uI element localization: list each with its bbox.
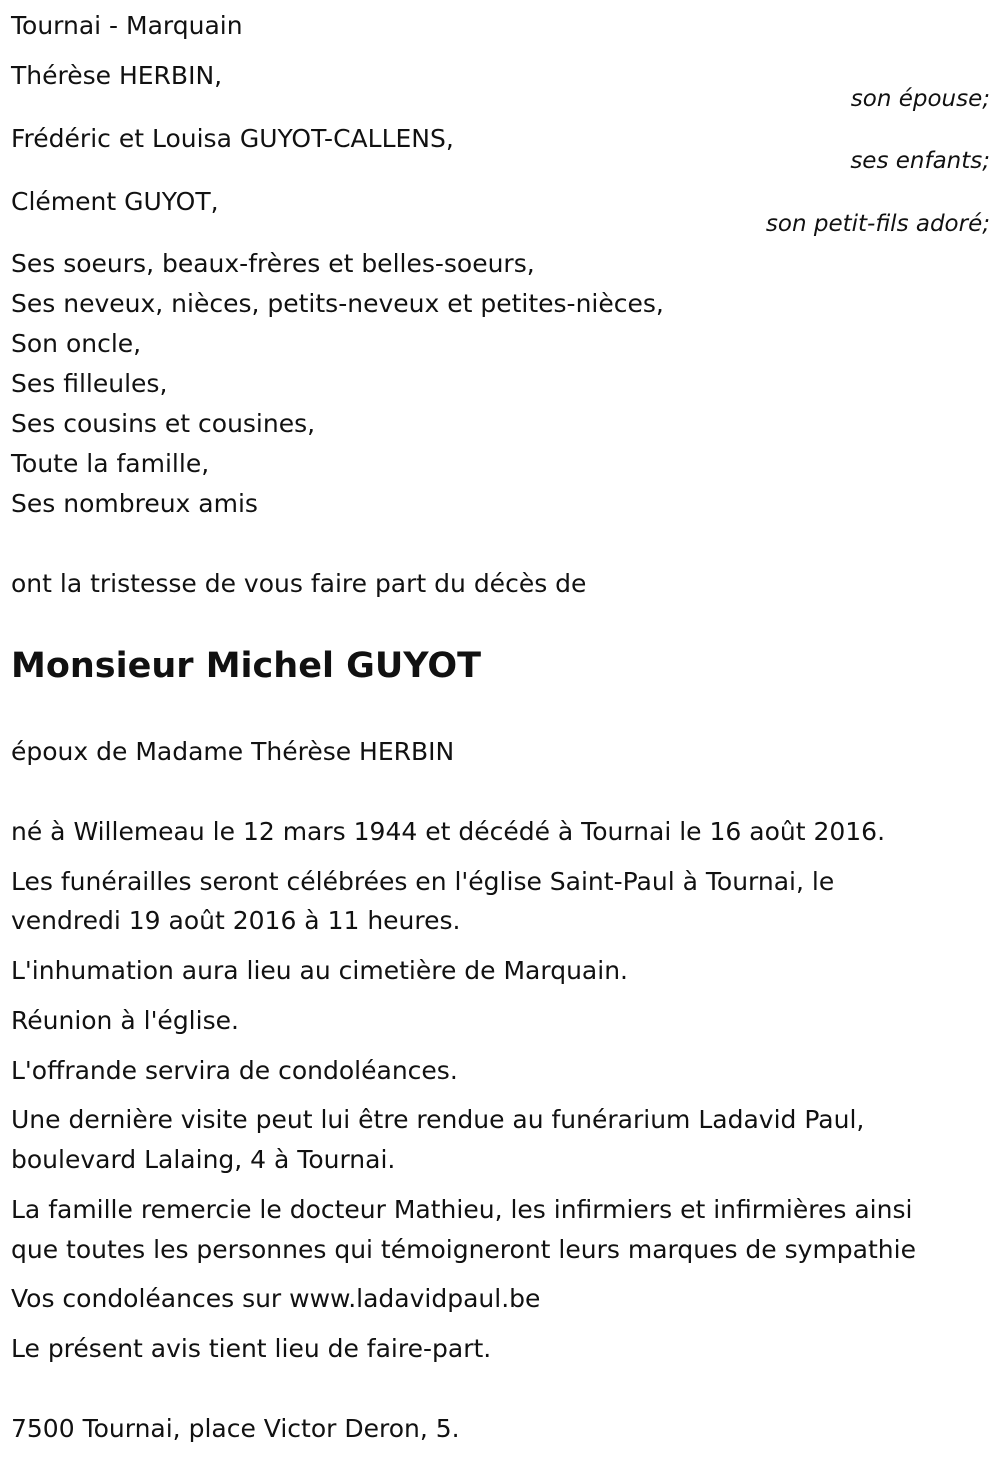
birth-death-line: né à Willemeau le 12 mars 1944 et décédé à Tournai le 16 août 2016. xyxy=(11,817,886,846)
family-role-grandson: son petit-fils adoré; xyxy=(765,211,990,237)
meeting-line: Réunion à l'église. xyxy=(11,1006,239,1035)
spouse-line: époux de Madame Thérèse HERBIN xyxy=(11,737,455,766)
notice-line: Le présent avis tient lieu de faire-part. xyxy=(11,1334,492,1363)
family-role-children: ses enfants; xyxy=(850,148,990,174)
burial-line: L'inhumation aura lieu au cimetière de Marquain. xyxy=(11,956,628,985)
relative-line: Ses filleules, xyxy=(11,369,168,398)
address-line: 7500 Tournai, place Victor Deron, 5. xyxy=(11,1414,460,1443)
thanks-line: que toutes les personnes qui témoigneront leurs marques de sympathie xyxy=(11,1235,916,1264)
relative-line: Ses soeurs, beaux-frères et belles-soeurs, xyxy=(11,249,535,278)
offering-line: L'offrande servira de condoléances. xyxy=(11,1056,458,1085)
family-role-spouse: son épouse; xyxy=(850,86,990,112)
relative-line: Ses nombreux amis xyxy=(11,489,258,518)
funeral-line: vendredi 19 août 2016 à 11 heures. xyxy=(11,906,461,935)
family-name-children: Frédéric et Louisa GUYOT-CALLENS, xyxy=(11,124,454,153)
announcement-text: ont la tristesse de vous faire part du décès de xyxy=(11,569,587,598)
relative-line: Toute la famille, xyxy=(11,449,210,478)
relative-line: Ses cousins et cousines, xyxy=(11,409,316,438)
family-name-spouse: Thérèse HERBIN, xyxy=(11,61,223,90)
condolences-line: Vos condoléances sur www.ladavidpaul.be xyxy=(11,1284,541,1313)
visit-line: boulevard Lalaing, 4 à Tournai. xyxy=(11,1145,396,1174)
deceased-name: Monsieur Michel GUYOT xyxy=(11,646,482,686)
funeral-line: Les funérailles seront célébrées en l'église Saint-Paul à Tournai, le xyxy=(11,867,835,896)
relative-line: Ses neveux, nièces, petits-neveux et petites-nièces, xyxy=(11,289,664,318)
visit-line: Une dernière visite peut lui être rendue au funérarium Ladavid Paul, xyxy=(11,1105,865,1134)
relative-line: Son oncle, xyxy=(11,329,142,358)
location-header: Tournai - Marquain xyxy=(11,11,243,40)
thanks-line: La famille remercie le docteur Mathieu, les infirmiers et infirmières ainsi xyxy=(11,1195,913,1224)
family-name-grandson: Clément GUYOT, xyxy=(11,187,219,216)
